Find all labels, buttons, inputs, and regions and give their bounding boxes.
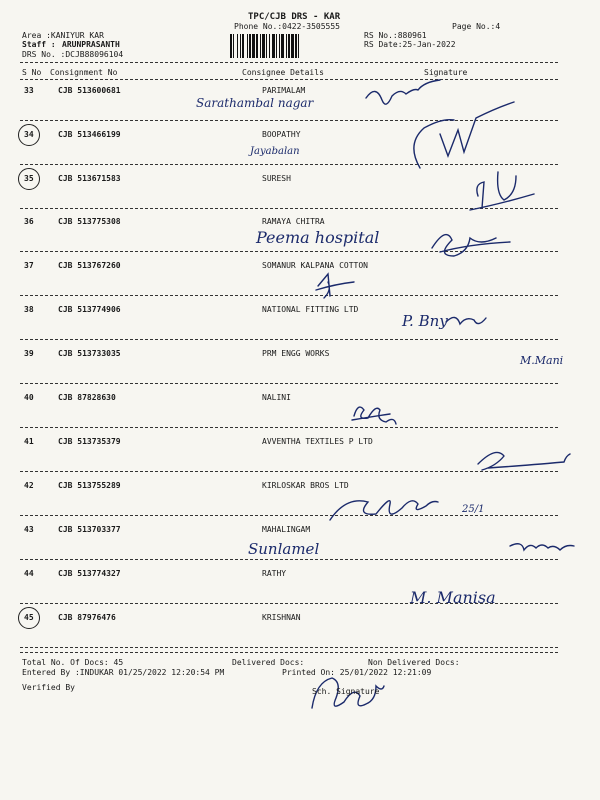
handwritten-note: Jayabalan	[250, 146, 300, 157]
row-consignment: CJB 513733035	[58, 349, 121, 358]
col-sno: S No	[22, 68, 42, 77]
row-sno: 34	[24, 130, 34, 139]
row-consignment: CJB 513767260	[58, 261, 121, 270]
row-consignment: CJB 87828630	[58, 393, 116, 402]
signature-34	[414, 102, 514, 168]
staff-name: ARUNPRASANTH	[62, 40, 120, 49]
handwritten-note: Sarathambal nagar	[196, 96, 314, 110]
row-consignee: NALINI	[262, 393, 291, 402]
row-consignment: CJB 513774906	[58, 305, 121, 314]
handwritten-note: Peema hospital	[256, 228, 380, 247]
row-consignee: RAMAYA CHITRA	[262, 217, 325, 226]
row-sno: 35	[24, 174, 34, 183]
signature-40	[352, 407, 396, 424]
non-delivered-docs: Non Delivered Docs:	[368, 658, 460, 667]
row-sno: 39	[24, 349, 34, 358]
handwritten-signature: M.Mani	[520, 354, 564, 367]
row-sno: 45	[24, 613, 34, 622]
row-consignee: BOOPATHY	[262, 130, 301, 139]
area-label: Area :KANIYUR KAR	[22, 31, 104, 40]
handwritten-note: Sunlamel	[248, 540, 320, 558]
row-consignee: RATHY	[262, 569, 287, 578]
signature-33	[366, 80, 440, 104]
row-sno: 33	[24, 86, 34, 95]
signature-36	[432, 235, 510, 256]
row-consignment: CJB 513775308	[58, 217, 121, 226]
verified-by: Verified By	[22, 683, 75, 692]
row-consignment: CJB 513703377	[58, 525, 121, 534]
row-consignment: CJB 513600681	[58, 86, 121, 95]
signature-38	[446, 317, 486, 324]
row-consignment: CJB 513774327	[58, 569, 121, 578]
sch-signature: Sch. Signature	[312, 687, 380, 696]
row-consignment: CJB 513755289	[58, 481, 121, 490]
row-consignment: CJB 513735379	[58, 437, 121, 446]
signature-43	[510, 544, 574, 550]
row-consignee: AVVENTHA TEXTILES P LTD	[262, 437, 373, 446]
row-consignment: CJB 87976476	[58, 613, 116, 622]
row-sno: 43	[24, 525, 34, 534]
page-number: Page No.:4	[452, 22, 501, 31]
row-consignee: PRM ENGG WORKS	[262, 349, 330, 358]
handwritten-signature: M. Manisa	[410, 588, 496, 607]
row-consignee: NATIONAL FITTING LTD	[262, 305, 359, 314]
row-sno: 40	[24, 393, 34, 402]
rs-date: RS Date:25-Jan-2022	[364, 40, 456, 49]
signature-41	[478, 452, 570, 470]
staff-label: Staff :	[22, 40, 56, 49]
drs-number: DRS No. :DCJB88096104	[22, 50, 124, 59]
row-consignee: KIRLOSKAR BROS LTD	[262, 481, 349, 490]
printed-on: Printed On: 25/01/2022 12:21:09	[282, 668, 432, 677]
signature-37	[316, 274, 354, 298]
col-consignment: Consignment No	[50, 68, 118, 77]
delivered-docs: Delivered Docs:	[232, 658, 305, 667]
row-consignee: PARIMALAM	[262, 86, 306, 95]
signature-42	[330, 501, 438, 520]
row-consignee: SURESH	[262, 174, 291, 183]
handwritten-date: 25/1	[462, 504, 485, 515]
rs-number: RS No.:880961	[364, 31, 427, 40]
col-signature: Signature	[424, 68, 468, 77]
row-sno: 36	[24, 217, 34, 226]
total-docs: Total No. Of Docs: 45	[22, 658, 124, 667]
row-sno: 44	[24, 569, 34, 578]
handwritten-signature: P. Bny	[402, 312, 448, 330]
entered-by: Entered By :INDUKAR 01/25/2022 12:20:54 PM	[22, 668, 225, 677]
phone-number: Phone No.:0422-3505555	[234, 22, 340, 31]
signature-35	[470, 172, 534, 210]
footer-divider	[20, 652, 558, 653]
row-consignee: MAHALINGAM	[262, 525, 311, 534]
col-consignee: Consignee Details	[242, 68, 324, 77]
row-sno: 37	[24, 261, 34, 270]
row-consignee: KRISHNAN	[262, 613, 301, 622]
row-consignment: CJB 513671583	[58, 174, 121, 183]
row-consignment: CJB 513466199	[58, 130, 121, 139]
document-title: TPC/CJB DRS - KAR	[248, 12, 341, 22]
row-sno: 42	[24, 481, 34, 490]
row-consignee: SOMANUR KALPANA COTTON	[262, 261, 368, 270]
row-sno: 38	[24, 305, 34, 314]
row-sno: 41	[24, 437, 34, 446]
